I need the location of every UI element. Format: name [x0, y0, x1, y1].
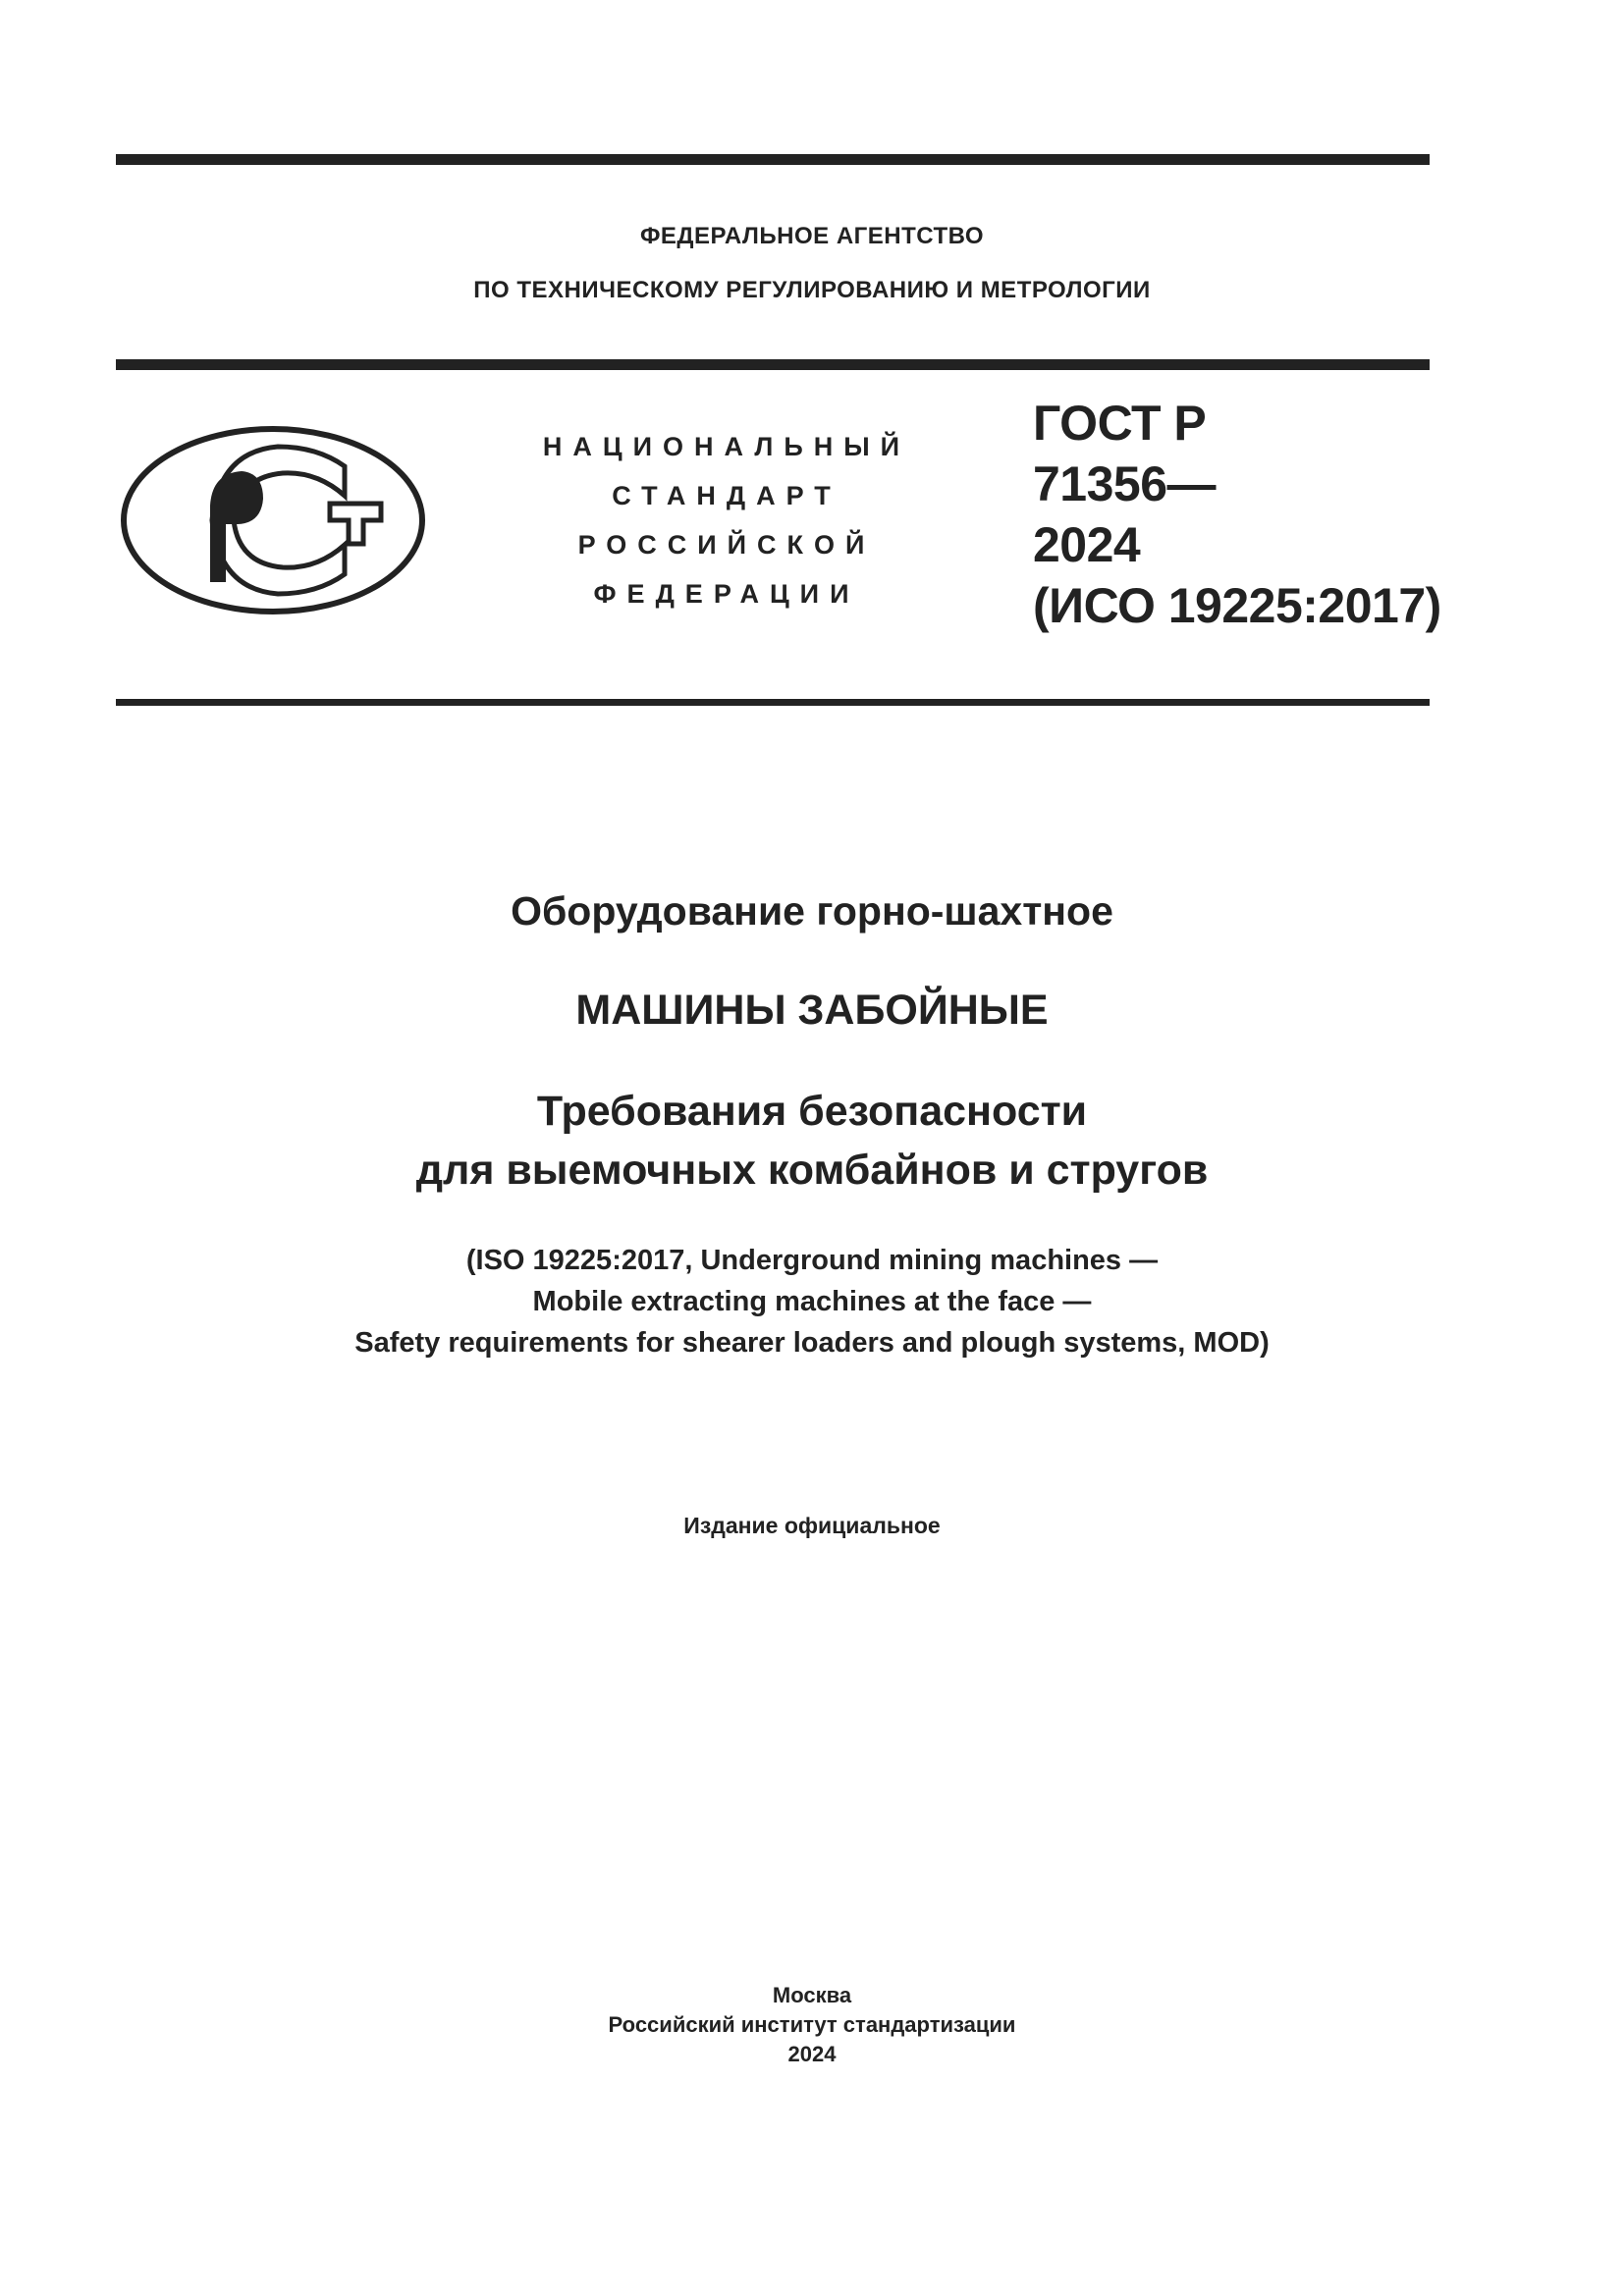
designation-line-4: (ИСО 19225:2017) [1033, 578, 1441, 633]
publisher-city: Москва [772, 1983, 852, 2007]
bottom-header-rule [116, 699, 1430, 706]
designation-line-2: 71356— [1033, 456, 1217, 511]
title-sub-line-2: для выемочных комбайнов и стругов [415, 1147, 1209, 1194]
title-sub-line-1: Требования безопасности [536, 1088, 1088, 1135]
natstd-line-2: СТАНДАРТ [612, 481, 841, 510]
national-standard-label [511, 422, 943, 618]
title-main: МАШИНЫ ЗАБОЙНЫЕ [575, 987, 1049, 1034]
top-rule [116, 154, 1430, 165]
designation-line-3: 2024 [1033, 517, 1141, 572]
edition-label: Издание официальное [683, 1513, 941, 1538]
header-rule [116, 359, 1430, 370]
natstd-line-3: РОССИЙСКОЙ [577, 530, 876, 560]
natstd-line-1: НАЦИОНАЛЬНЫЙ [542, 432, 911, 461]
iso-reference-line-2: Mobile extracting machines at the face — [532, 1286, 1092, 1317]
rst-logo-icon [116, 422, 430, 618]
title-group: Оборудование горно-шахтное [511, 888, 1113, 934]
iso-reference-line-1: (ISO 19225:2017, Underground mining machines — [465, 1245, 1159, 1276]
agency-line-2: ПО ТЕХНИЧЕСКОМУ РЕГУЛИРОВАНИЮ И МЕТРОЛОГИИ [473, 277, 1151, 303]
natstd-line-4: ФЕДЕРАЦИИ [593, 579, 860, 609]
publisher-year: 2024 [787, 2042, 837, 2066]
agency-line-1: ФЕДЕРАЛЬНОЕ АГЕНТСТВО [639, 223, 985, 249]
publisher-name: Российский институт стандартизации [608, 2012, 1016, 2037]
standard-designation [1033, 393, 1441, 636]
iso-reference-line-3: Safety requirements for shearer loaders and plough systems, MOD) [354, 1327, 1270, 1359]
designation-line-1: ГОСТ Р [1033, 396, 1207, 451]
